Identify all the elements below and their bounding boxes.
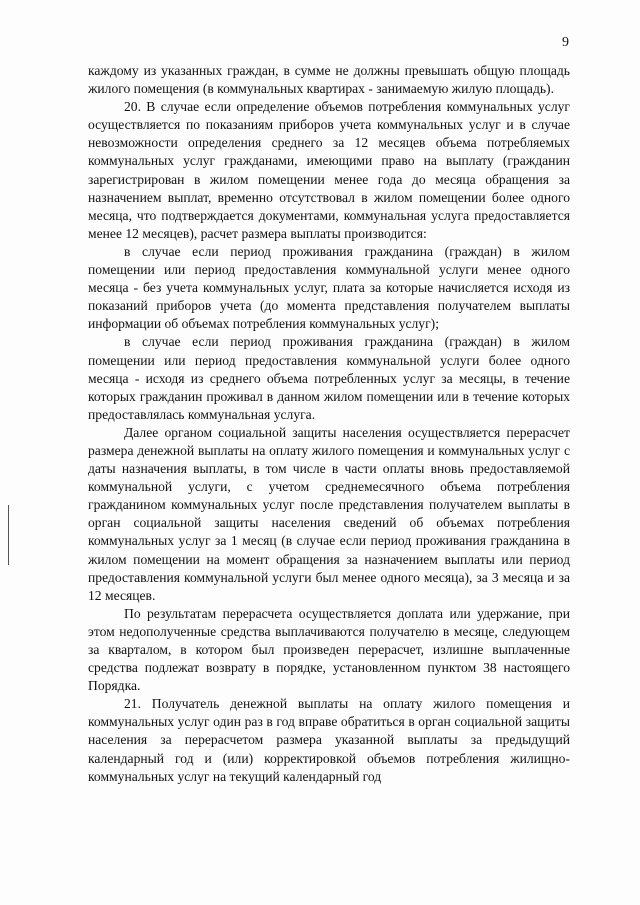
- page-number: 9: [562, 35, 569, 50]
- paragraph-recalculation-results: По результатам перерасчета осуществляется доплата или удержание, при этом недополученные средства выплачиваются получателю в месяце, следующем за кварталом, в котором был произведен перерасчет, излишне выплаченные средства подлежат возврату в порядке, установленном пунктом 38 настоящего Порядка.: [88, 605, 570, 694]
- document-body: [88, 62, 570, 786]
- paragraph-recalculation: Далее органом социальной защиты населения осуществляется перерасчет размера денежной выплаты на оплату жилого помещения и коммунальных услуг с даты назначения выплаты, в том числе в части оплаты вновь предоставляемой коммунальной услуги, с учетом среднемесячного объема потребления гражданином коммунальных услуг после представления получателем выплаты в орган социальной защиты населения сведений об объемах потребления коммунальных услуг за 1 месяц (в случае если период проживания гражданина в жилом помещении на момент обращения за назначением выплаты или период предоставления коммунальной услуги был менее одного месяца), за 3 месяца и за 12 месяцев.: [88, 424, 570, 603]
- margin-mark: [8, 505, 9, 565]
- paragraph-case-more-than-month: в случае если период проживания гражданина (граждан) в жилом помещении или период предоставления коммунальной услуги более одного месяца - исходя из среднего объема потребленных услуг за месяцы, в течение которых гражданин проживал в данном жилом помещении или в течение которых предоставлялась коммунальная услуга.: [88, 334, 570, 422]
- paragraph-clause-21: 21. Получатель денежной выплаты на оплату жилого помещения и коммунальных услуг один раз в год вправе обратиться в орган социальной защиты населения за перерасчетом размера указанной выплаты за предыдущий календарный год и (или) корректировкой объемов потребления жилищно-коммунальных услуг на текущий календарный год: [88, 696, 570, 784]
- paragraph-clause-20: 20. В случае если определение объемов потребления коммунальных услуг осуществляется по показаниям приборов учета коммунальных услуг и в случае невозможности определения среднего за 12 месяцев объема потребляемых коммунальных услуг гражданами, имеющими право на выплату (гражданин зарегистрирован в жилом помещении менее года до месяца обращения за назначением выплат, временно отсутствовал в жилом помещении более одного месяца, что подтверждается документами, коммунальная услуга предоставляется менее 12 месяцев), расчет размера выплаты производится:: [88, 99, 570, 241]
- paragraph-case-less-than-month: в случае если период проживания гражданина (граждан) в жилом помещении или период предоставления коммунальной услуги менее одного месяца - без учета коммунальных услуг, плата за которые начисляется исходя из показаний приборов учета (до момента представления получателем выплаты информации об объемах потребления коммунальных услуг);: [88, 243, 570, 332]
- paragraph-continuation: каждому из указанных граждан, в сумме не должны превышать общую площадь жилого помещения (в коммунальных квартирах - занимаемую жилую площадь).: [88, 63, 570, 97]
